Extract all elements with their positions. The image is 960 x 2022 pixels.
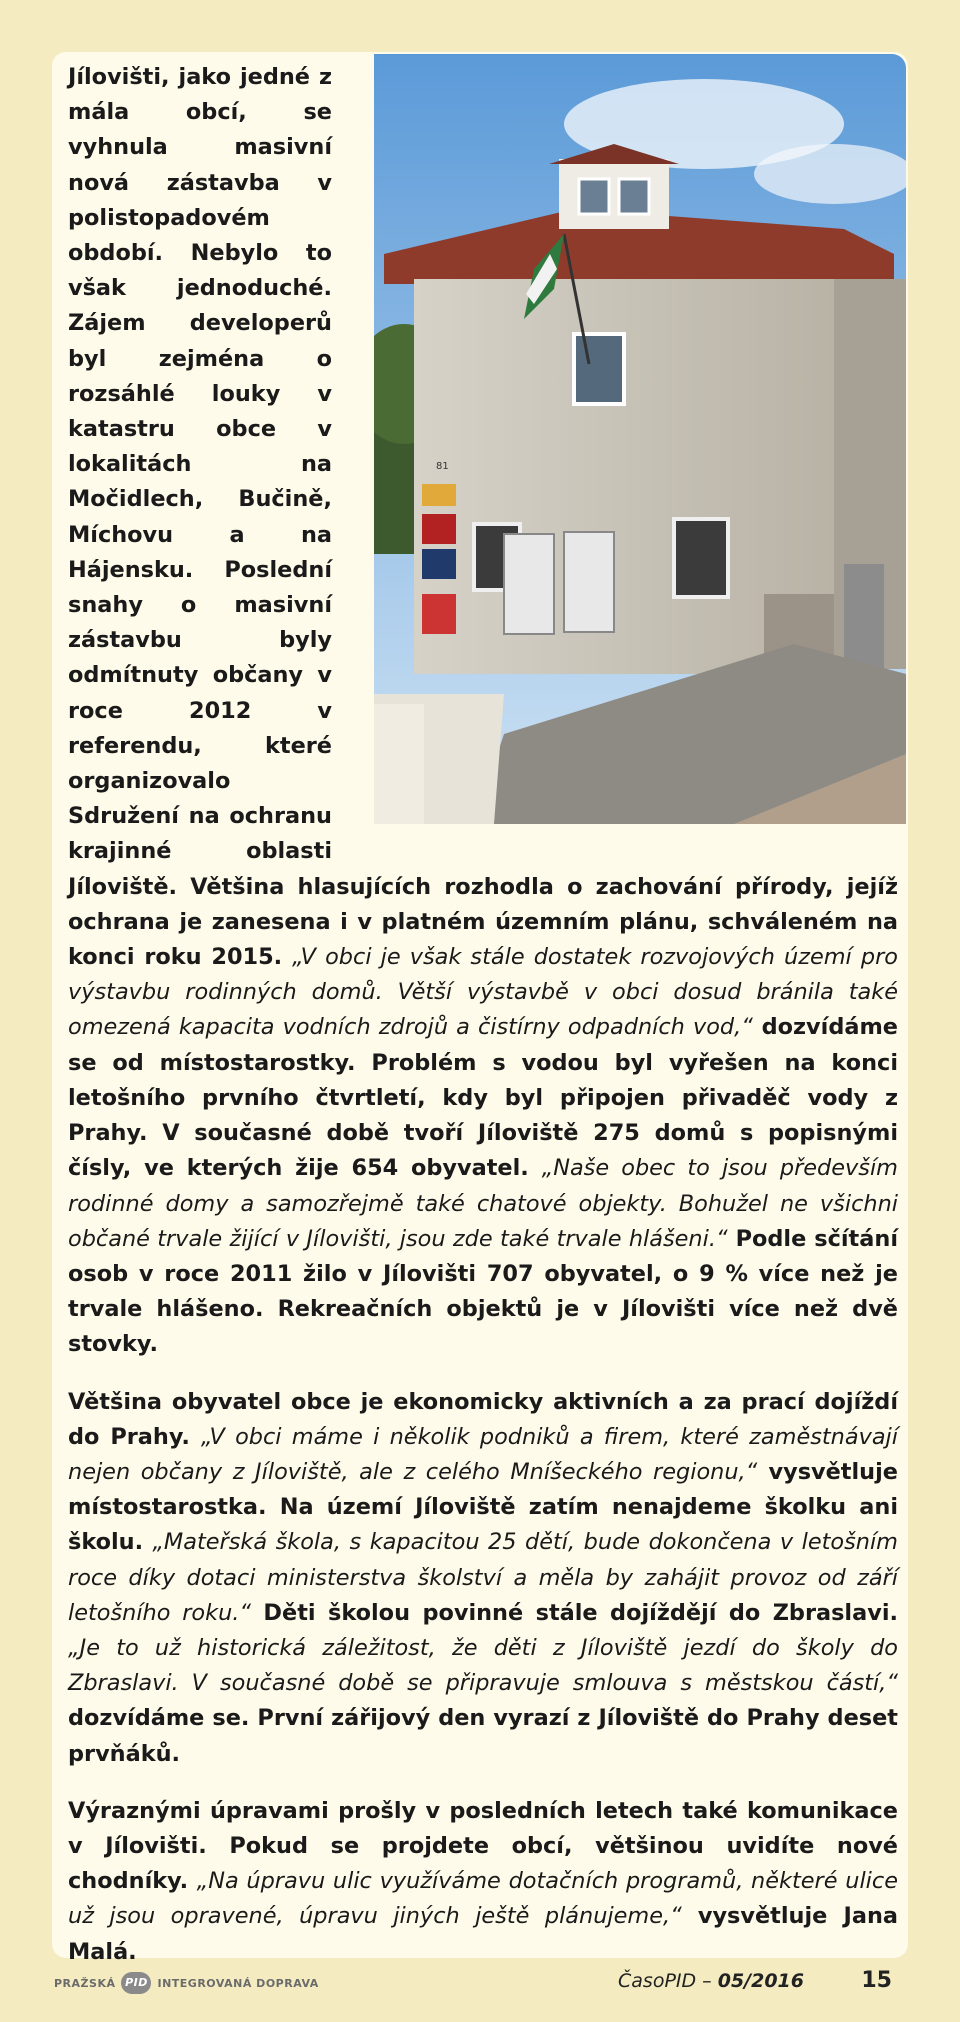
article-paragraph-1 (68, 60, 898, 1363)
paragraph-1-intro: Jílovišti, jako jedné z mála obcí, se vyhnula masivní nová zástavba v polistopadovém období. Nebylo to však jednoduché. Zájem developerů byl zejména o rozsáhlé louky v katastru obce v lokalitách na Močidlech, Bučině, Míchovu a na Hájensku. Poslední snahy o masivní zástavbu byly odmítnuty občany v roce 2012 v referendu, které organizovalo Sdružení na ochranu krajinné oblasti Jíloviště. Většina hlasujících rozhodla o zachování přírody, jejíž ochrana je zanesena i v platném územním plánu, schváleném na konci roku 2015. (68, 64, 898, 971)
page-footer (0, 1960, 960, 2022)
paragraph-2-d: dozvídáme se. První zářijový den vyrazí z Jíloviště do Prahy deset prvňáků. (68, 1705, 898, 1767)
paragraph-3-b: vysvětluje Jana Malá. (68, 1903, 898, 1965)
quote-school: „Je to už historická záležitost, že děti z Jíloviště jezdí do školy do Zbraslavi. V současné době se připravuje smlouva s městskou částí,“ (68, 1634, 898, 1697)
issue-number: 05/2016 (717, 1970, 804, 1992)
paragraph-2-b: vysvětluje místostarostka. Na území Jíloviště zatím nenajdeme školku ani školu. (68, 1458, 898, 1556)
paragraph-3-a: Výraznými úpravami prošly v posledních letech také komunikace v Jílovišti. Pokud se projdete obcí, většinou uvidíte nové chodníky. (68, 1797, 898, 1895)
article-paragraph-3 (68, 1794, 898, 1970)
quote-water: „V obci je však stále dostatek rozvojových území pro výstavbu rodinných domů. Větší výstavbě v obci dosud bránila také omezená kapacita vodních zdrojů a čistírny odpadních vod,“ (68, 944, 898, 1041)
paragraph-1-end: Podle sčítání osob v roce 2011 žilo v Jílovišti 707 obyvatel, o 9 % více než je trvale hlášeno. Rekreačních objektů je v Jílovišti více než dvě stovky. (68, 1225, 898, 1358)
quote-streets: „Na úpravu ulic využíváme dotačních programů, některé ulice už jsou opravené, úpravu jiných ještě plánujeme,“ (68, 1868, 898, 1930)
pid-logo (54, 1972, 319, 1994)
page-number: 15 (861, 1968, 892, 1993)
article-paragraph-2 (68, 1385, 898, 1772)
paragraph-1-mid: dozvídáme se od místostarostky. Problém s vodou byl vyřešen na konci letošního prvního čtvrtletí, kdy byl připojen přivaděč vody z Prahy. V současné době tvoří Jíloviště 275 domů s popisnými čísly, ve kterých žije 654 obyvatel. (68, 1014, 898, 1182)
magazine-name: ČasoPID – (618, 1970, 718, 1992)
quote-kindergarten: „Mateřská škola, s kapacitou 25 dětí, bude dokončena v letošním roce díky dotaci ministerstva školství a měla by zahájit provoz od září letošního roku.“ (68, 1529, 898, 1626)
logo-left-text: PRAŽSKÁ (54, 1976, 116, 1990)
pid-badge-icon: PID (121, 1972, 151, 1994)
paragraph-2-a: Většina obyvatel obce je ekonomicky aktivních a za prací dojíždí do Prahy. (68, 1388, 898, 1450)
quote-houses: „Naše obec to jsou především rodinné domy a samozřejmě také chatové objekty. Bohužel ne všichni občané trvale žijící v Jílovišti, jsou zde také trvale hlášeni.“ (68, 1155, 898, 1252)
quote-firms: „V obci máme i několik podniků a firem, které zaměstnávají nejen občany z Jíloviště, ale z celého Mníšeckého regionu,“ (68, 1423, 898, 1485)
logo-right-text: INTEGROVANÁ DOPRAVA (157, 1976, 319, 1990)
paragraph-2-c: Děti školou povinné stále dojíždějí do Zbraslavi. (250, 1599, 898, 1626)
magazine-issue (618, 1970, 804, 1992)
article-body (68, 60, 898, 1970)
photo-placeholder (344, 60, 898, 834)
house-number-sign: 81 (436, 461, 449, 472)
